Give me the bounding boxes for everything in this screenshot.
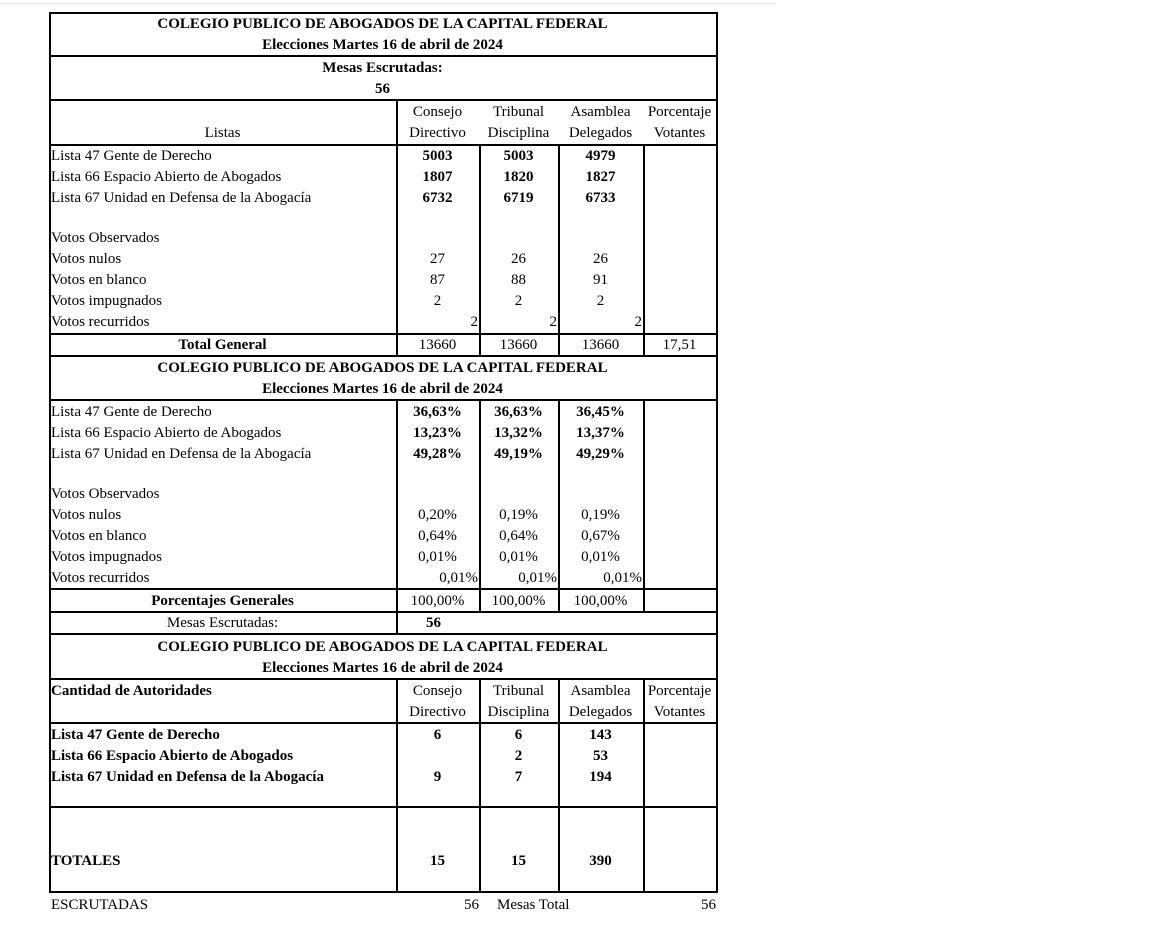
- pct-asamblea: 36,45%: [576, 404, 625, 420]
- column-header-tribunal: Tribunal: [492, 104, 545, 120]
- pct-tribunal: 13,32%: [494, 425, 543, 441]
- section2-mesas-value: 56: [426, 615, 441, 631]
- pct-consejo: 0,64%: [418, 528, 457, 544]
- total-asamblea: 13660: [581, 337, 620, 353]
- column-header-consejo: Directivo: [409, 125, 466, 141]
- column-header-consejo: Consejo: [412, 683, 463, 699]
- row-border: [49, 722, 718, 724]
- column-header-asamblea: Delegados: [568, 125, 633, 141]
- list-name: Lista 66 Espacio Abierto de Abogados: [51, 169, 282, 185]
- pct-total-asamblea: 100,00%: [573, 593, 628, 609]
- votes-tribunal: 26: [511, 251, 526, 267]
- totales-label: TOTALES: [51, 853, 121, 869]
- vote-category: Votos Observados: [51, 486, 160, 502]
- pct-tribunal: 0,01%: [499, 549, 538, 565]
- seats-asamblea: 53: [593, 748, 608, 764]
- total-tribunal: 13660: [499, 337, 538, 353]
- row-border: [49, 588, 718, 590]
- column-header-consejo: Directivo: [409, 704, 466, 720]
- seats-tribunal: 7: [514, 769, 523, 785]
- votes-asamblea: 4979: [585, 148, 616, 164]
- vote-category: Votos impugnados: [51, 293, 162, 309]
- column-header-porcentaje: Votantes: [653, 125, 706, 141]
- column-header-asamblea: Delegados: [568, 704, 633, 720]
- footer-escrutadas-label: ESCRUTADAS: [51, 897, 149, 913]
- column-header-asamblea: Asamblea: [570, 104, 631, 120]
- column-header-porcentaje: Votantes: [653, 704, 706, 720]
- list-name: Lista 47 Gente de Derecho: [51, 727, 220, 743]
- total-porcentaje-votantes: 17,51: [662, 337, 697, 353]
- column-header-asamblea: Asamblea: [570, 683, 631, 699]
- row-border: [49, 55, 718, 57]
- pct-total-tribunal: 100,00%: [491, 593, 546, 609]
- seats-tribunal: 6: [514, 727, 523, 743]
- list-name: Lista 66 Espacio Abierto de Abogados: [51, 425, 282, 441]
- column-header-consejo: Consejo: [412, 104, 463, 120]
- vote-category: Votos en blanco: [51, 272, 147, 288]
- vote-category: Votos nulos: [51, 251, 122, 267]
- pct-tribunal: 0,19%: [499, 507, 538, 523]
- pct-consejo: 13,23%: [413, 425, 462, 441]
- row-border: [49, 355, 718, 357]
- votes-asamblea: 6733: [585, 190, 616, 206]
- footer-mesas-total-value: 56: [701, 897, 716, 913]
- list-name: Lista 67 Unidad en Defensa de la Abogacía: [51, 446, 312, 462]
- votes-tribunal: [479, 228, 558, 249]
- seats-asamblea: 143: [589, 727, 612, 743]
- section1-election-date: Elecciones Martes 16 de abril de 2024: [262, 37, 503, 53]
- pct-asamblea: 0,01%: [603, 570, 642, 586]
- totales-consejo: 15: [430, 853, 445, 869]
- vote-category: Votos recurridos: [51, 570, 150, 586]
- votes-consejo: 2: [470, 314, 478, 330]
- votes-tribunal: 88: [511, 272, 526, 288]
- total-general-label: Total General: [178, 337, 267, 353]
- section1-org-title: COLEGIO PUBLICO DE ABOGADOS DE LA CAPITAL FEDERAL: [157, 16, 608, 32]
- pct-consejo: 0,01%: [439, 570, 478, 586]
- list-name: Lista 47 Gente de Derecho: [51, 148, 212, 164]
- table-bottom-border: [49, 891, 718, 893]
- votes-tribunal: 5003: [503, 148, 534, 164]
- pct-consejo: 0,01%: [418, 549, 457, 565]
- pct-asamblea: [558, 484, 643, 505]
- row-border: [49, 399, 718, 401]
- totales-asamblea: 390: [589, 853, 612, 869]
- pct-tribunal: 36,63%: [494, 404, 543, 420]
- row-border: [49, 633, 718, 635]
- row-border: [49, 99, 718, 101]
- pct-tribunal: 0,64%: [499, 528, 538, 544]
- section3-election-date: Elecciones Martes 16 de abril de 2024: [262, 660, 503, 676]
- total-consejo: 13660: [418, 337, 457, 353]
- section3-org-title: COLEGIO PUBLICO DE ABOGADOS DE LA CAPITAL FEDERAL: [157, 639, 608, 655]
- pct-tribunal: [479, 484, 558, 505]
- section1-mesas-label: Mesas Escrutadas:: [322, 60, 443, 76]
- cantidad-autoridades-heading: Cantidad de Autoridades: [51, 683, 212, 699]
- footer-escrutadas-value: 56: [464, 897, 479, 913]
- vote-category: Votos nulos: [51, 507, 122, 523]
- vote-category: Votos impugnados: [51, 549, 162, 565]
- votes-asamblea: 1827: [585, 169, 616, 185]
- votes-asamblea: 2: [596, 293, 605, 309]
- pct-asamblea: 0,01%: [581, 549, 620, 565]
- seats-consejo: 6: [433, 727, 442, 743]
- pct-tribunal: 0,01%: [518, 570, 557, 586]
- pct-consejo: 49,28%: [413, 446, 462, 462]
- section2-org-title: COLEGIO PUBLICO DE ABOGADOS DE LA CAPITAL FEDERAL: [157, 360, 608, 376]
- vote-category: Votos recurridos: [51, 314, 150, 330]
- list-name: Lista 47 Gente de Derecho: [51, 404, 212, 420]
- column-header-porcentaje: Porcentaje: [647, 683, 712, 699]
- pct-asamblea: 13,37%: [576, 425, 625, 441]
- pct-consejo: 0,20%: [418, 507, 457, 523]
- seats-asamblea: 194: [589, 769, 612, 785]
- votes-consejo: [396, 228, 479, 249]
- votes-consejo: 5003: [422, 148, 453, 164]
- column-header-tribunal: Tribunal: [492, 683, 545, 699]
- column-border: [643, 400, 645, 612]
- column-header-listas: Listas: [204, 125, 241, 141]
- totales-tribunal: 15: [511, 853, 526, 869]
- votes-asamblea: 91: [593, 272, 608, 288]
- list-name: Lista 66 Espacio Abierto de Abogados: [51, 748, 294, 764]
- seats-tribunal: 2: [514, 748, 523, 764]
- list-name: Lista 67 Unidad en Defensa de la Abogacía: [51, 190, 312, 206]
- seats-consejo: 9: [433, 769, 442, 785]
- votes-tribunal: 1820: [503, 169, 534, 185]
- seats-consejo: [396, 746, 479, 767]
- section1-mesas-value: 56: [375, 81, 390, 97]
- pct-consejo: 36,63%: [413, 404, 462, 420]
- porcentajes-generales-label: Porcentajes Generales: [151, 593, 294, 609]
- votes-tribunal: 6719: [503, 190, 534, 206]
- section2-election-date: Elecciones Martes 16 de abril de 2024: [262, 381, 503, 397]
- pct-asamblea: 0,19%: [581, 507, 620, 523]
- votes-consejo: 1807: [422, 169, 453, 185]
- list-name: Lista 67 Unidad en Defensa de la Abogacía: [51, 769, 324, 785]
- votes-consejo: 6732: [422, 190, 453, 206]
- column-header-porcentaje: Porcentaje: [647, 104, 712, 120]
- column-header-tribunal: Disciplina: [487, 125, 550, 141]
- column-header-tribunal: Disciplina: [487, 704, 550, 720]
- pct-asamblea: 49,29%: [576, 446, 625, 462]
- row-border: [49, 806, 718, 808]
- votes-consejo: 87: [430, 272, 445, 288]
- vote-category: Votos Observados: [51, 230, 160, 246]
- footer-mesas-total-label: Mesas Total: [497, 897, 570, 913]
- votes-asamblea: 2: [634, 314, 642, 330]
- votes-tribunal: 2: [549, 314, 557, 330]
- votes-consejo: 27: [430, 251, 445, 267]
- pct-total-consejo: 100,00%: [410, 593, 465, 609]
- vote-category: Votos en blanco: [51, 528, 147, 544]
- section2-mesas-label: Mesas Escrutadas:: [166, 615, 279, 631]
- pct-asamblea: 0,67%: [581, 528, 620, 544]
- votes-asamblea: 26: [593, 251, 608, 267]
- row-border: [49, 678, 718, 680]
- votes-asamblea: [558, 228, 643, 249]
- votes-tribunal: 2: [514, 293, 523, 309]
- pct-tribunal: 49,19%: [494, 446, 543, 462]
- pct-consejo: [396, 484, 479, 505]
- votes-consejo: 2: [433, 293, 442, 309]
- column-border: [643, 145, 645, 356]
